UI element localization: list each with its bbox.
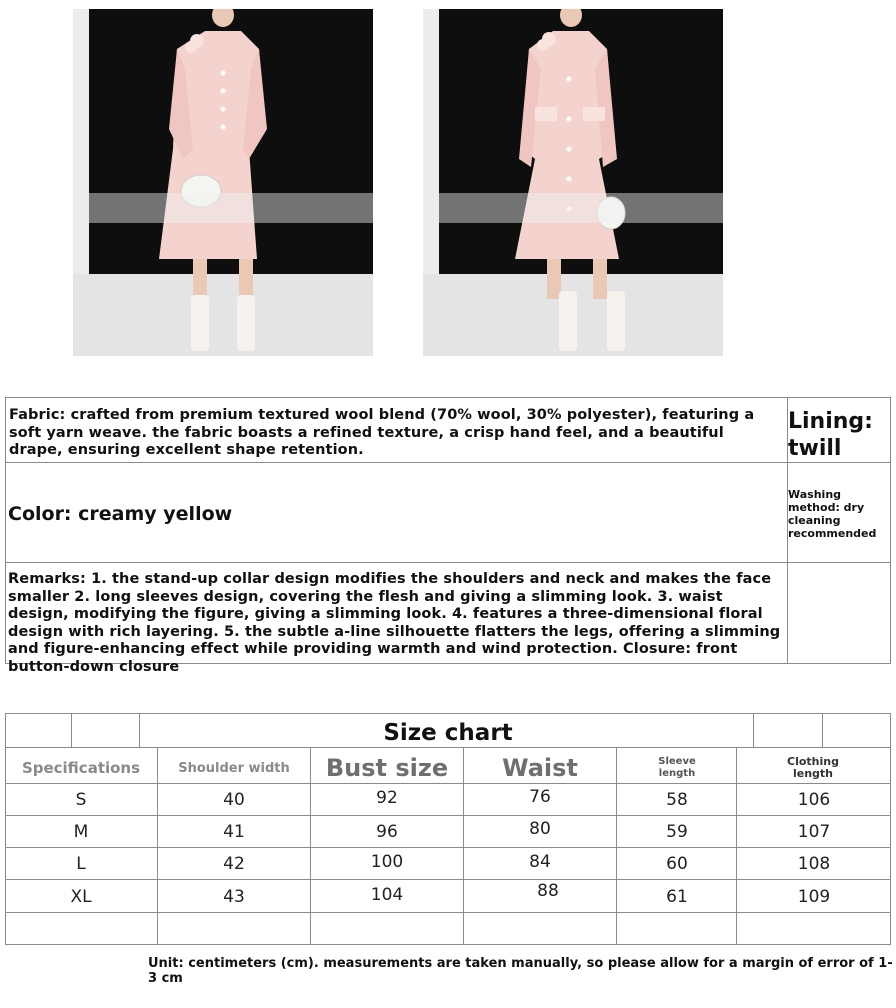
product-info-table xyxy=(5,397,891,675)
shoulder-value: 42 xyxy=(223,854,245,874)
color-cell xyxy=(5,462,788,563)
clothing-length-value: 107 xyxy=(797,822,831,842)
clothing-length-value: 109 xyxy=(797,887,831,907)
bust-value: 96 xyxy=(376,822,398,842)
measurement-note: Unit: centimeters (cm). measurements are taken manually, so please allow for a margin of error of 1-3 cm xyxy=(148,956,893,986)
sleeve-value: 59 xyxy=(666,822,688,842)
fabric-text: Fabric: crafted from premium textured wool blend (70% wool, 30% polyester), featuring a soft yarn weave. the fabric boasts a refined texture, a crisp hand feel, and a beautiful drape, ensuring excellent shape retention. xyxy=(9,407,755,458)
color-text: Color: creamy yellow xyxy=(8,503,233,525)
washing-cell xyxy=(787,462,891,563)
waist-value: 84 xyxy=(529,852,551,872)
shoulder-value: 43 xyxy=(223,887,245,907)
clothing-length-value: 108 xyxy=(797,854,831,874)
size-label: S xyxy=(75,790,87,810)
header-waist: Waist xyxy=(502,754,578,782)
empty-cell xyxy=(787,562,891,664)
header-specifications: Specifications xyxy=(21,759,141,777)
lining-cell xyxy=(787,397,891,463)
waist-value: 76 xyxy=(529,787,551,807)
size-label: XL xyxy=(70,887,92,907)
sleeve-value: 58 xyxy=(666,790,688,810)
clothing-length-value: 106 xyxy=(797,790,831,810)
header-clothing-length: Clothing length xyxy=(787,755,839,780)
waist-value: 80 xyxy=(529,819,551,839)
header-bust-size: Bust size xyxy=(325,754,449,782)
remarks-cell xyxy=(5,562,788,675)
waist-value: 88 xyxy=(537,881,559,901)
size-chart-title: Size chart xyxy=(383,720,513,746)
product-photo-1 xyxy=(73,9,373,356)
light-band xyxy=(423,193,723,223)
product-photo-2 xyxy=(423,9,723,356)
remarks-text: Remarks: 1. the stand-up collar design modifies the shoulders and neck and makes the face smaller 2. long sleeves design, covering the flesh and giving a slimming look. 3. waist design, modifying the figure, giving a slimming look. 4. features a three-dimensional floral design with rich layering. 5. the subtle a-line silhouette flatters the legs, offering a slimming and figure-enhancing effect while providing warmth and wind protection. Closure: front button-down closure xyxy=(8,571,781,675)
shoulder-value: 41 xyxy=(223,822,245,842)
bust-value: 92 xyxy=(376,788,398,808)
fabric-cell xyxy=(5,397,788,463)
size-label: L xyxy=(76,854,86,874)
size-label: M xyxy=(73,822,89,842)
sleeve-value: 61 xyxy=(666,887,688,907)
model-figure-1 xyxy=(73,9,373,356)
bust-value: 100 xyxy=(370,852,404,872)
model-figure-2 xyxy=(423,9,723,356)
light-band xyxy=(73,193,373,223)
shoulder-value: 40 xyxy=(223,790,245,810)
bust-value: 104 xyxy=(370,885,404,905)
lining-text: Lining: twill xyxy=(788,409,873,461)
sleeve-value: 60 xyxy=(666,854,688,874)
washing-text: Washing method: dry cleaning recommended xyxy=(788,488,877,540)
size-chart xyxy=(5,713,891,945)
header-shoulder-width: Shoulder width xyxy=(178,760,290,776)
header-sleeve-length: Sleeve length xyxy=(658,756,696,779)
